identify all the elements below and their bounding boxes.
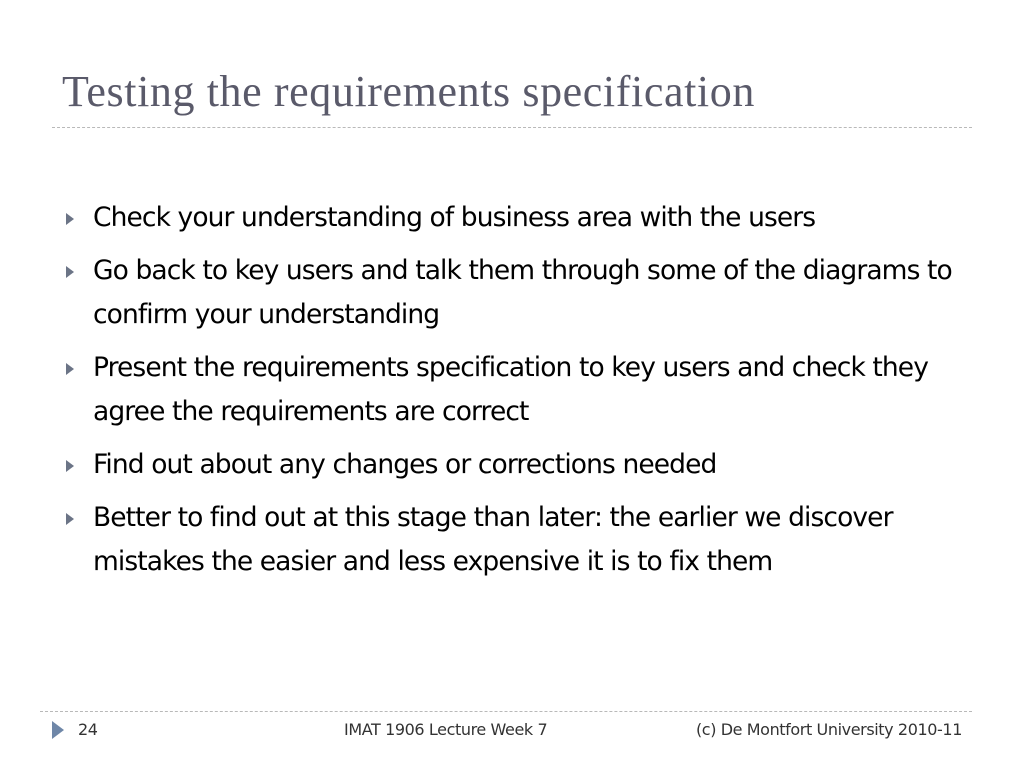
bullet-text: Better to find out at this stage than later: the earlier we discover mistakes the easier and less expensive it is to fix them xyxy=(93,502,893,577)
bullet-item xyxy=(62,249,972,337)
triangle-bullet-icon xyxy=(66,266,74,278)
triangle-bullet-icon xyxy=(66,513,74,525)
title-divider xyxy=(52,127,972,128)
copyright-notice: (c) De Montfort University 2010-11 xyxy=(695,720,962,739)
footer-divider xyxy=(40,711,972,712)
triangle-bullet-icon xyxy=(66,363,74,375)
triangle-bullet-icon xyxy=(66,213,74,225)
slide-title: Testing the requirements specification xyxy=(62,67,755,116)
bullet-text: Find out about any changes or corrections needed xyxy=(93,449,717,480)
course-label: IMAT 1906 Lecture Week 7 xyxy=(344,720,548,739)
bullet-item xyxy=(62,443,972,487)
play-arrow-icon xyxy=(52,721,64,739)
bullet-item xyxy=(62,496,972,584)
bullet-list xyxy=(62,196,972,593)
bullet-item xyxy=(62,196,972,240)
triangle-bullet-icon xyxy=(66,460,74,472)
page-number: 24 xyxy=(78,720,98,739)
bullet-text: Go back to key users and talk them through some of the diagrams to confirm your understanding xyxy=(93,255,952,330)
bullet-text: Check your understanding of business area with the users xyxy=(93,202,816,233)
bullet-text: Present the requirements specification to key users and check they agree the requirements are correct xyxy=(93,352,928,427)
bullet-item xyxy=(62,346,972,434)
